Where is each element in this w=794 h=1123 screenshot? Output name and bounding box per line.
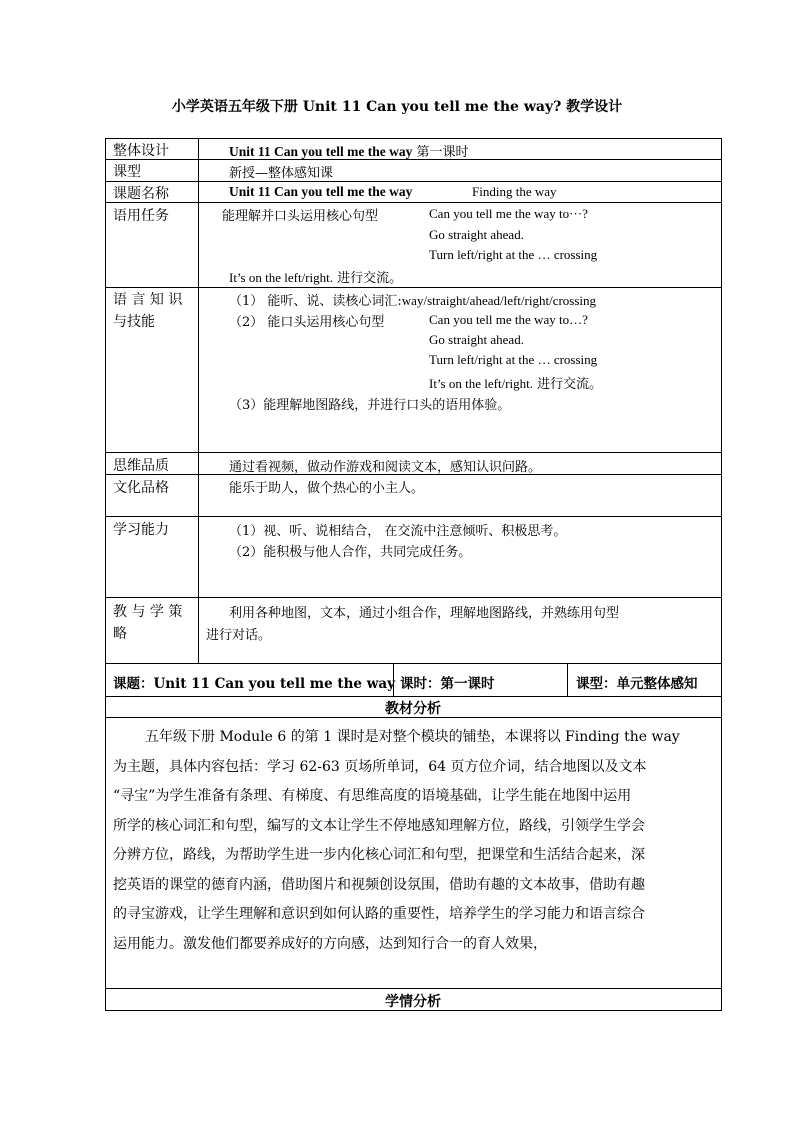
knowledge-sentence-1: Can you tell me the way to…? [429, 312, 588, 327]
task-intro: 能理解并口头运用核心句型 [222, 209, 379, 224]
analysis-line: 挖英语的课堂的德育内涵，借助图片和视频创设氛围，借助有趣的文本故事，借助有趣 [113, 876, 645, 893]
knowledge-label-1: 语 言 知 识 [113, 292, 183, 308]
lesson-topic: 课题：Unit 11 Can you tell me the way [113, 676, 395, 692]
overall-value-en: Unit 11 Can you tell me the way [229, 144, 413, 159]
knowledge-sentence-4-zh: 进行交流。 [532, 377, 603, 392]
lesson-name-sub: Finding the way [472, 184, 557, 199]
analysis-line: 为主题，具体内容包括：学习 62-63 页场所单词，64 页方位介词，结合地图以及文本 [113, 758, 647, 775]
lesson-period: 课时：第一课时 [400, 676, 495, 692]
strategy-label-1: 教 与 学 策 [113, 604, 183, 620]
task-label: 语用任务 [113, 208, 169, 224]
task-sentence-4-en: It’s on the left/right. [229, 270, 333, 285]
document-title: 小学英语五年级下册 Unit 11 Can you tell me the way? 教学设计 [171, 99, 623, 115]
overall-value-zh: 第一课时 [412, 145, 469, 160]
task-sentence-2: Go straight ahead. [429, 227, 524, 242]
task-sentence-4 [229, 267, 402, 286]
knowledge-sentence-4 [429, 373, 602, 392]
analysis-line: 运用能力。激发他们都要养成好的方向感，达到知行合一的育人效果， [113, 935, 547, 952]
analysis-line: “寻宝”为学生准备有条理、有梯度、有思维高度的语境基础，让学生能在地图中运用 [113, 788, 632, 804]
overall-value [229, 141, 469, 160]
thinking-value: 通过看视频，做动作游戏和阅读文本，感知认识问路。 [229, 460, 542, 475]
analysis-text [113, 723, 680, 959]
analysis-heading: 教材分析 [385, 701, 441, 717]
culture-value: 能乐于助人，做个热心的小主人。 [229, 481, 425, 496]
lesson-name-value: Unit 11 Can you tell me the way [229, 184, 413, 199]
knowledge-item-3: （3）能理解地图路线，并进行口头的语用体验。 [229, 398, 511, 413]
strategy-line-2: 进行对话。 [206, 628, 272, 643]
knowledge-item-1-zh: （1） 能听、说、读核心词汇: [229, 294, 402, 309]
knowledge-item-1-en: way/straight/ahead/left/right/crossing [401, 293, 597, 308]
task-sentence-4-zh: 进行交流。 [332, 271, 403, 286]
knowledge-sentence-3: Turn left/right at the … crossing [429, 352, 598, 367]
overall-label: 整体设计 [113, 143, 169, 159]
task-sentence-3: Turn left/right at the … crossing [429, 247, 598, 262]
analysis-line: 的寻宝游戏，让学生理解和意识到如何认路的重要性，培养学生的学习能力和语言综合 [113, 906, 645, 922]
knowledge-sentence-4-en: It’s on the left/right. [429, 376, 533, 391]
analysis-line: 所学的核心词汇和句型，编写的文本让学生不停地感知理解方位，路线，引领学生学会 [113, 817, 645, 834]
knowledge-label-2: 与技能 [113, 314, 155, 330]
learning-label: 学习能力 [113, 522, 169, 538]
learning-line-2: （2）能积极与他人合作，共同完成任务。 [229, 545, 472, 560]
knowledge-sentence-2: Go straight ahead. [429, 332, 524, 347]
student-analysis-heading: 学情分析 [385, 994, 441, 1010]
knowledge-item-2: （2） 能口头运用核心句型 [229, 315, 385, 330]
analysis-line: 五年级下册 Module 6 的第 1 课时是对整个模块的铺垫，本课将以 Finding the way [145, 729, 680, 745]
thinking-label: 思维品质 [113, 458, 169, 474]
lesson-kind: 课型：单元整体感知 [576, 676, 698, 692]
type-label: 课型 [113, 164, 141, 180]
knowledge-item-1 [229, 290, 596, 309]
strategy-label-2: 略 [113, 626, 127, 642]
culture-label: 文化品格 [113, 480, 169, 496]
task-sentence-1: Can you tell me the way to···? [429, 206, 588, 221]
lesson-name-label: 课题名称 [113, 186, 169, 202]
learning-line-1: （1）视、听、说相结合， 在交流中注意倾听、积极思考。 [229, 524, 567, 539]
type-value: 新授—整体感知课 [229, 166, 334, 181]
strategy-line-1: 利用各种地图，文本，通过小组合作，理解地图路线，并熟练用句型 [229, 606, 620, 621]
analysis-line: 分辨方位，路线，为帮助学生进一步内化核心词汇和句型，把课堂和生活结合起来，深 [113, 847, 645, 863]
